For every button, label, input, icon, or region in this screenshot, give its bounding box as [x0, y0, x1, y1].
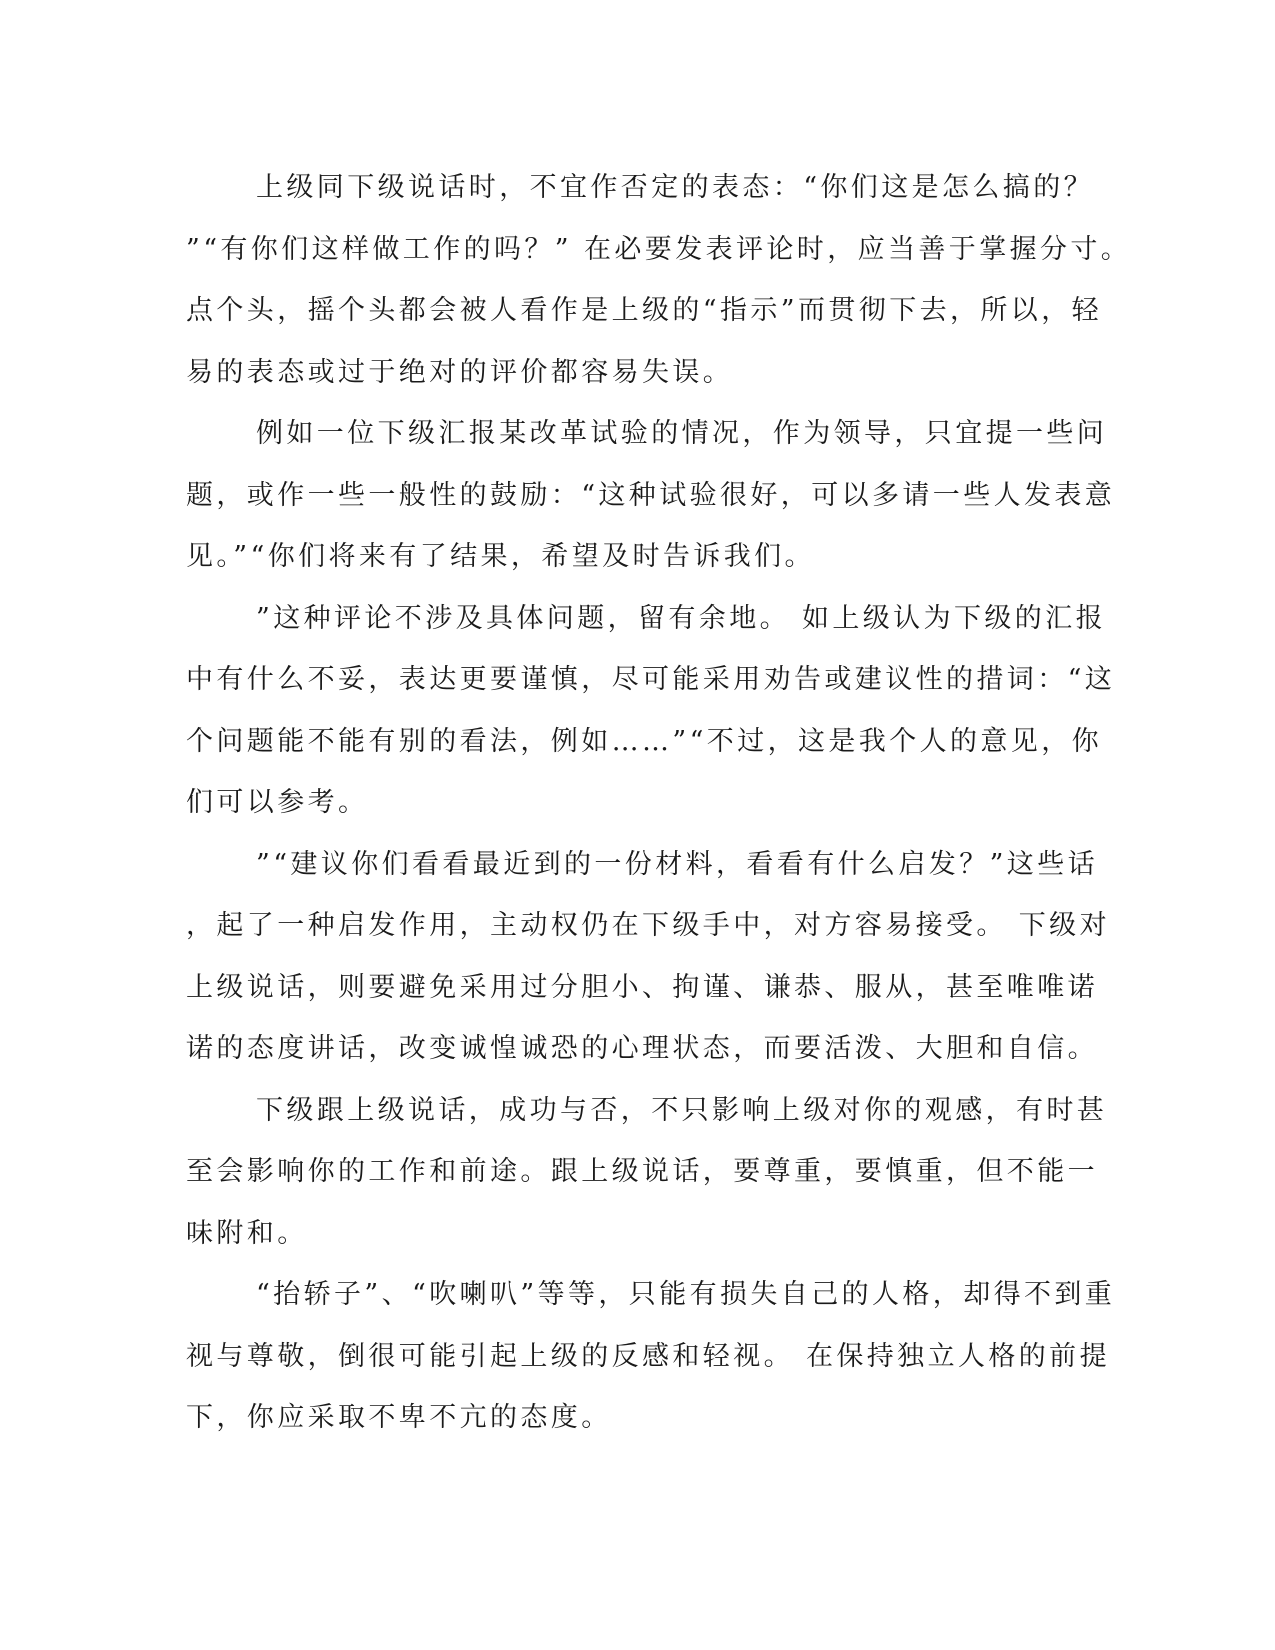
text-line: 点个头，摇个头都会被人看作是上级的“指示”而贯彻下去，所以，轻	[186, 295, 1103, 326]
text-line: “抬轿子”、“吹喇叭”等等，只能有损失自己的人格，却得不到重	[256, 1279, 1116, 1310]
text-line: 上级说话，则要避免采用过分胆小、拘谨、谦恭、服从，甚至唯唯诺	[186, 971, 1098, 1003]
text-line: 见。”“你们将来有了结果，希望及时告诉我们。	[186, 541, 815, 572]
text-line: 视与尊敬，倒很可能引起上级的反感和轻视。 在保持独立人格的前提	[186, 1340, 1110, 1372]
text-line: ”“建议你们看看最近到的一份材料，看看有什么启发？”这些话	[256, 848, 1099, 880]
text-line: 至会影响你的工作和前途。跟上级说话，要尊重，要慎重，但不能一	[186, 1156, 1098, 1187]
text-line: 中有什么不妥，表达更要谨慎，尽可能采用劝告或建议性的措词：“这	[186, 664, 1116, 695]
text-line: 诺的态度讲话，改变诚惶诚恐的心理状态，而要活泼、大胆和自信。	[186, 1033, 1098, 1064]
text-line: 个问题能不能有别的看法，例如……”“不过，这是我个人的意见，你	[186, 725, 1103, 757]
text-line: ”这种评论不涉及具体问题，留有余地。 如上级认为下级的汇报	[256, 602, 1106, 634]
document-body	[186, 157, 1132, 1449]
text-line: ”“有你们这样做工作的吗？” 在必要发表评论时，应当善于掌握分寸。	[186, 233, 1132, 265]
text-line: 题，或作一些一般性的鼓励：“这种试验很好，可以多请一些人发表意	[186, 479, 1116, 511]
text-line: 易的表态或过于绝对的评价都容易失误。	[186, 356, 734, 388]
text-line: 下，你应采取不卑不亢的态度。	[186, 1402, 612, 1433]
text-line: 味附和。	[186, 1217, 308, 1249]
text-line: ，起了一种启发作用，主动权仍在下级手中，对方容易接受。 下级对	[186, 910, 1110, 941]
text-line: 下级跟上级说话，成功与否，不只影响上级对你的观感，有时甚	[256, 1094, 1108, 1126]
text-line: 例如一位下级汇报某改革试验的情况，作为领导，只宜提一些问	[256, 418, 1108, 449]
text-line: 们可以参考。	[186, 787, 369, 818]
text-line: 上级同下级说话时，不宜作否定的表态：“你们这是怎么搞的？	[256, 172, 1095, 203]
